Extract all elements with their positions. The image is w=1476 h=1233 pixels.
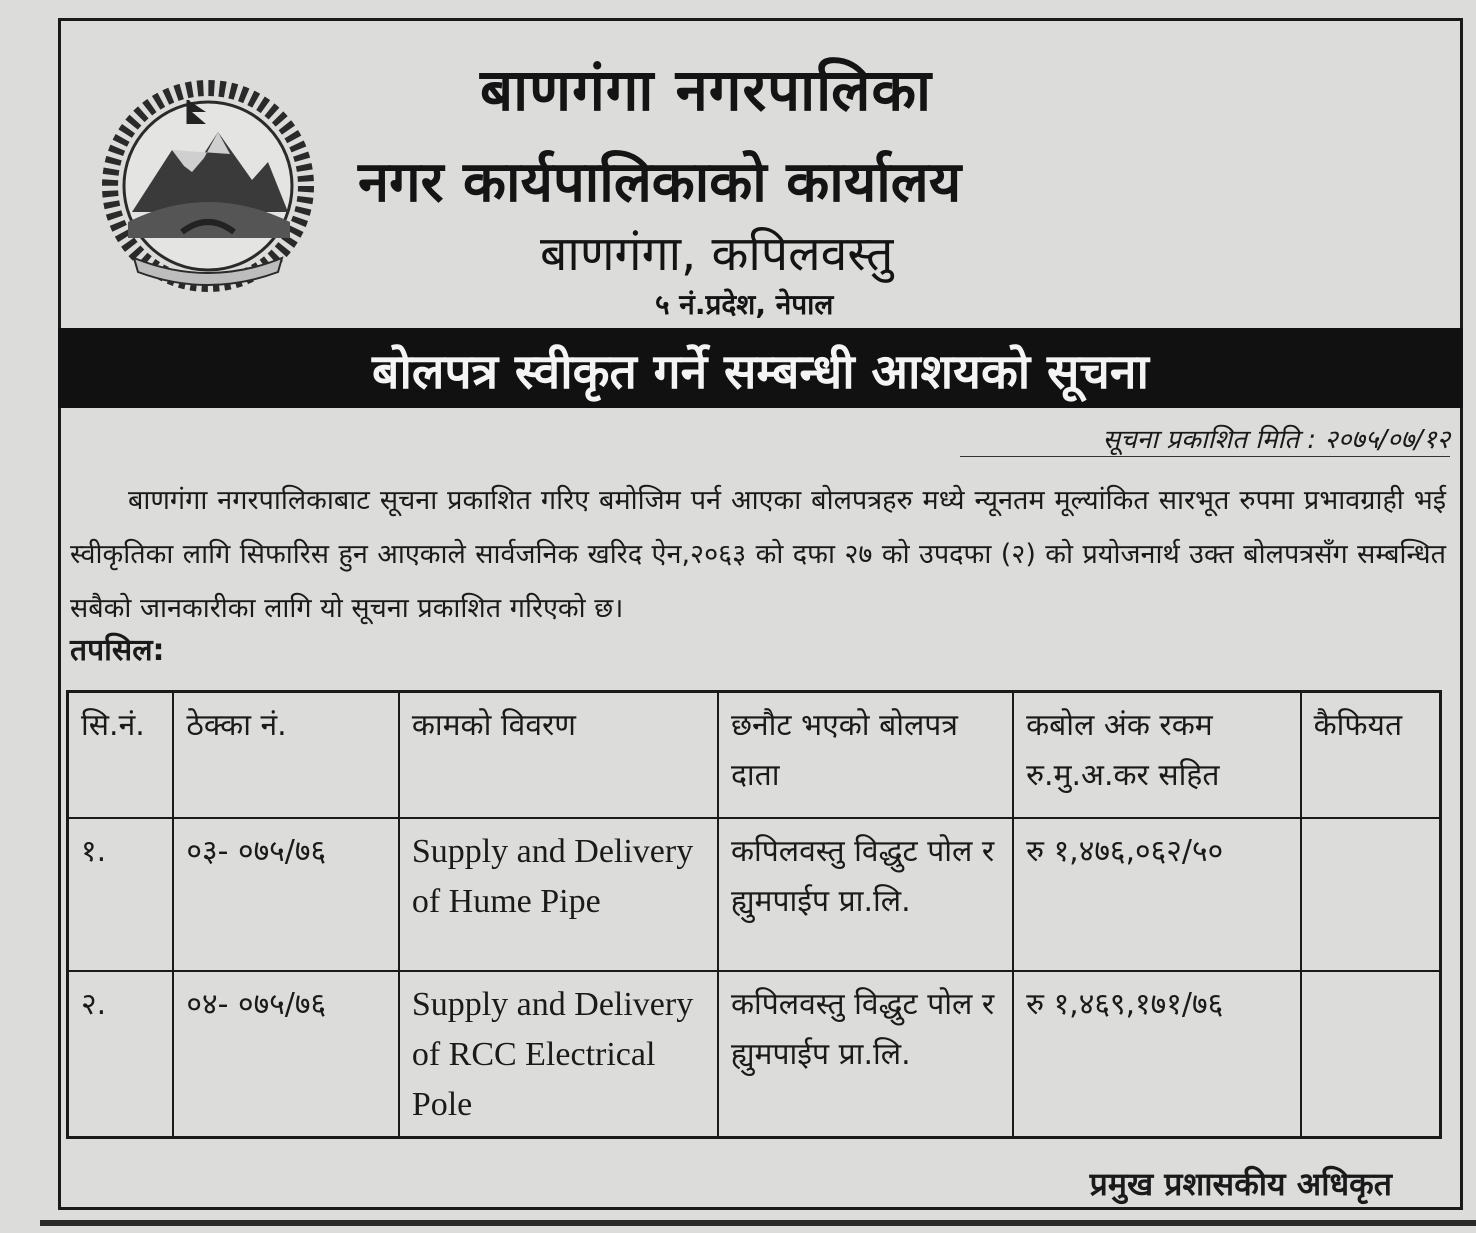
cell-sn: १.	[68, 818, 174, 971]
table-header-row	[68, 692, 1441, 818]
office-name: नगर कार्यपालिकाको कार्यालय	[358, 150, 962, 215]
notice-body: बाणगंगा नगरपालिकाबाट सूचना प्रकाशित गरिए बमोजिम पर्न आएका बोलपत्रहरु मध्ये न्यूनतम मूल्यांकित सारभूत रुपमा प्रभावग्राही भई स्वीकृतिका लागि सिफारिस हुन आएकाले सार्वजनिक खरिद ऐन,२०६३ को दफा २७ को उपदफा (२) को प्रयोजनार्थ उक्त बोलपत्रसँग सम्बन्धित सबैको जानकारीका लागि यो सूचना प्रकाशित गरिएको छ।	[70, 485, 1446, 624]
header-remarks: कैफियत	[1301, 692, 1441, 818]
table-row	[68, 818, 1441, 971]
cell-description: Supply and Delivery of RCC Electrical Pole	[399, 971, 718, 1138]
notice-title: बोलपत्र स्वीकृत गर्ने सम्बन्धी आशयको सूचना	[372, 344, 1149, 400]
publication-date: सूचना प्रकाशित मिति : २०७५/०७/१२	[1102, 425, 1450, 455]
header-amount: कबोल अंक रकम रु.मु.अ.कर सहित	[1013, 692, 1301, 818]
bottom-rule	[40, 1220, 1476, 1226]
signatory: प्रमुख प्रशासकीय अधिकृत	[1089, 1165, 1392, 1203]
province-country: ५ नं.प्रदेश, नेपाल	[655, 288, 834, 321]
header-sn: सि.नं.	[68, 692, 174, 818]
cell-description: Supply and Delivery of Hume Pipe	[399, 818, 718, 971]
publication-date-underline	[960, 456, 1450, 457]
cell-contract-no: ०३- ०७५/७६	[173, 818, 398, 971]
cell-bidder: कपिलवस्तु विद्धुट पोल र ह्युमपाईप प्रा.लि.	[718, 971, 1013, 1138]
cell-sn: २.	[68, 971, 174, 1138]
cell-bidder: कपिलवस्तु विद्धुट पोल र ह्युमपाईप प्रा.लि.	[718, 818, 1013, 971]
cell-contract-no: ०४- ०७५/७६	[173, 971, 398, 1138]
cell-amount: रु १,४६९,१७१/७६	[1013, 971, 1301, 1138]
header-contract-no: ठेक्का नं.	[173, 692, 398, 818]
title-band	[58, 328, 1463, 408]
header-description: कामको विवरण	[399, 692, 718, 818]
municipality-name: बाणगंगा नगरपालिका	[480, 56, 933, 124]
cell-remarks	[1301, 818, 1441, 971]
details-table	[66, 690, 1442, 1139]
office-location: बाणगंगा, कपिलवस्तु	[540, 226, 894, 282]
cell-remarks	[1301, 971, 1441, 1138]
nepal-government-emblem-icon	[92, 62, 324, 294]
cell-amount: रु १,४७६,०६२/५०	[1013, 818, 1301, 971]
table-row	[68, 971, 1441, 1138]
header-bidder: छनौट भएको बोलपत्र दाता	[718, 692, 1013, 818]
details-label: तपसिल:	[70, 633, 165, 668]
